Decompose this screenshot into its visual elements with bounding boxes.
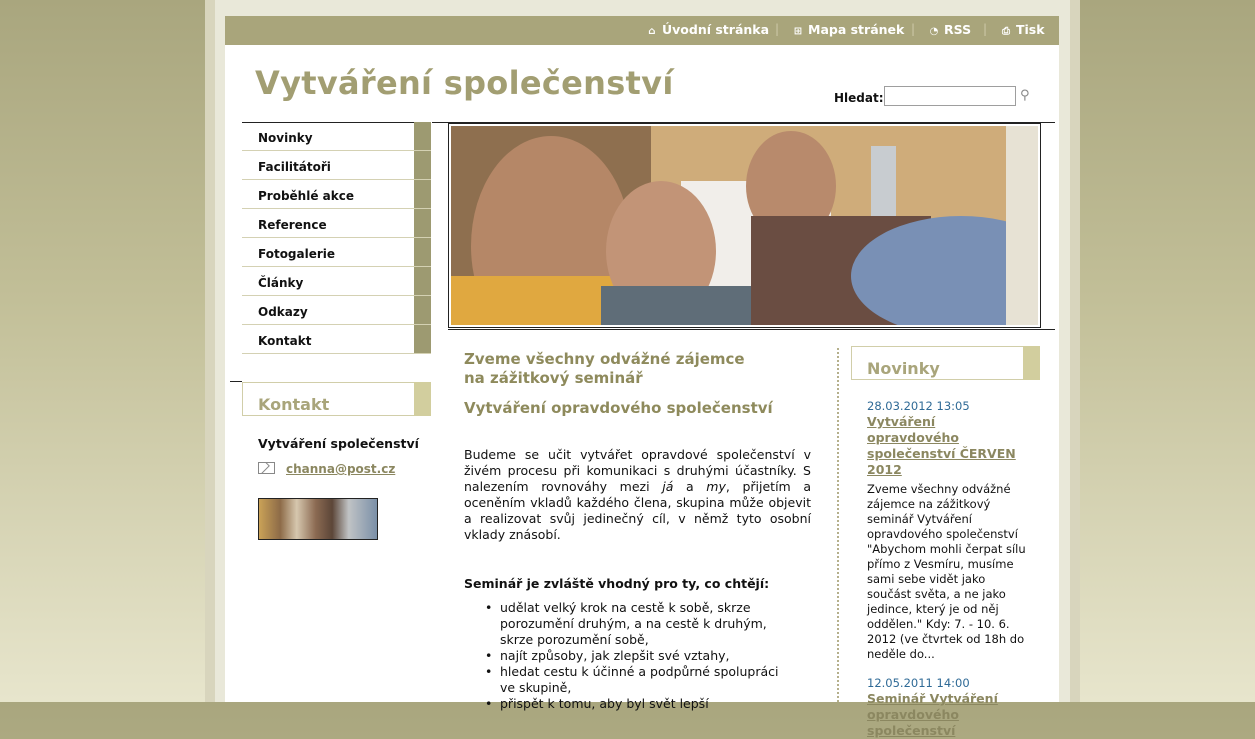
my-word: my xyxy=(706,479,726,494)
nav-item-facilitatori[interactable] xyxy=(242,151,431,180)
intro-text-end: , přijetím a oceněním vkladů každého člena, skupina může objevit a realizovat svůj jedinečný cíl, v němž tyto osobní vklady znásobí. xyxy=(464,479,812,542)
nav-item-bar xyxy=(414,267,431,295)
nav-item-bar xyxy=(414,122,431,150)
seminar-heading: Vytváření opravdového společenství xyxy=(464,399,773,417)
column-divider xyxy=(837,348,839,702)
separator: | xyxy=(775,22,780,36)
news-excerpt: Zveme všechny odvážné zájemce na zážitkový seminář Vytváření opravdového společenství "Abychom mohli čerpat sílu přímo z Vesmíru, musíme sami sebe vidět jako součást světa, a ne jako jedince, který je od něj oddělen." Kdy: 7. - 10. 6. 2012 (ve čtvrtek od 18h do neděle do... xyxy=(867,482,1026,661)
search-input[interactable] xyxy=(884,86,1016,106)
news-date: 12.05.2011 14:00 xyxy=(867,676,970,690)
invitation-heading: Zveme všechny odvážné zájemce na zážitkový seminář xyxy=(464,350,745,387)
nav-item-clanky[interactable] xyxy=(242,267,431,296)
nav-item-bar xyxy=(414,209,431,237)
rss-icon: ◔ xyxy=(929,26,939,37)
contact-name: Vytváření společenství xyxy=(258,436,419,451)
contact-heading: Kontakt xyxy=(258,395,330,414)
header-photo-image xyxy=(451,126,1038,325)
ja-word: já xyxy=(662,479,674,494)
list-item: • udělat velký krok na cestě k sobě, skrze porozumění druhým, a na cestě k druhým, skrze porozumění sobě, xyxy=(500,600,794,648)
and-word: a xyxy=(673,479,707,494)
page-content xyxy=(225,16,1059,738)
nav-item-label: Reference xyxy=(258,218,327,232)
nav-item-novinky[interactable] xyxy=(242,122,431,151)
separator: | xyxy=(911,22,916,36)
rss-link[interactable] xyxy=(928,22,971,37)
news-heading: Novinky xyxy=(867,359,940,378)
nav-item-label: Články xyxy=(258,276,304,290)
search-label: Hledat: xyxy=(834,91,884,105)
nav-item-label: Kontakt xyxy=(258,334,312,348)
envelope-icon xyxy=(258,462,275,474)
divider xyxy=(448,329,1055,330)
nav-item-label: Fotogalerie xyxy=(258,247,336,261)
list-item: • přispět k tomu, aby byl svět lepší xyxy=(500,696,794,712)
home-link[interactable] xyxy=(646,22,769,37)
home-link-label: Úvodní stránka xyxy=(662,22,770,37)
nav-item-bar xyxy=(414,151,431,179)
separator: | xyxy=(983,22,988,36)
right-page-shadow xyxy=(1070,0,1080,702)
nav-item-bar xyxy=(414,325,431,353)
nav-item-bar xyxy=(414,238,431,266)
nav-item-fotogalerie[interactable] xyxy=(242,238,431,267)
page xyxy=(215,0,1070,738)
header-photo xyxy=(448,123,1041,328)
contact-photo-thumbnail[interactable] xyxy=(258,498,378,540)
nav-item-label: Proběhlé akce xyxy=(258,189,354,203)
nav-item-bar xyxy=(414,296,431,324)
nav-item-bar xyxy=(414,180,431,208)
news-title-link[interactable]: Vytváření opravdového společenství ČERVEN 2012 xyxy=(867,414,1016,477)
divider xyxy=(230,381,242,382)
intro-text: Budeme se učit vytvářet opravdové společenství v živém procesu při komunikaci s druhými účastníky. S nalezením rovnováhy mezi xyxy=(464,447,811,494)
suitability-list xyxy=(464,600,794,712)
news-item xyxy=(867,676,1027,739)
intro-paragraph xyxy=(464,447,811,543)
sitemap-link[interactable] xyxy=(792,22,904,37)
nav-item-reference[interactable] xyxy=(242,209,431,238)
print-link[interactable] xyxy=(1000,22,1045,37)
contact-box-header xyxy=(242,382,431,416)
news-item xyxy=(867,399,1027,662)
suitability-heading: Seminář je zvláště vhodný pro ty, co chtějí: xyxy=(464,576,770,591)
rss-link-label: RSS xyxy=(944,22,972,37)
list-item: • najít způsoby, jak zlepšit své vztahy, xyxy=(500,648,794,664)
nav-item-label: Facilitátoři xyxy=(258,160,331,174)
print-link-label: Tisk xyxy=(1016,22,1045,37)
contact-email-link[interactable]: channa@post.cz xyxy=(286,462,396,476)
list-item: • hledat cestu k účinné a podpůrné spolupráci ve skupině, xyxy=(500,664,794,696)
print-icon: ⎙ xyxy=(1002,26,1010,37)
top-bar xyxy=(225,16,1059,45)
search-icon[interactable]: ⚲ xyxy=(1020,88,1030,103)
news-box-header xyxy=(851,346,1040,380)
nav-item-probehle-akce[interactable] xyxy=(242,180,431,209)
nav-item-kontakt[interactable] xyxy=(242,325,431,354)
contact-heading-tab xyxy=(414,382,431,416)
sitemap-link-label: Mapa stránek xyxy=(808,22,905,37)
news-heading-tab xyxy=(1023,346,1040,380)
nav-item-label: Odkazy xyxy=(258,305,308,319)
home-icon: ⌂ xyxy=(648,26,656,37)
news-list xyxy=(867,399,1027,739)
sitemap-icon: ⊞ xyxy=(793,26,803,37)
news-title-link[interactable]: Seminář Vytváření opravdového společenství xyxy=(867,691,998,738)
site-title: Vytváření společenství xyxy=(255,64,674,102)
nav-item-odkazy[interactable] xyxy=(242,296,431,325)
news-date: 28.03.2012 13:05 xyxy=(867,399,970,413)
main-navigation xyxy=(242,122,431,354)
nav-item-label: Novinky xyxy=(258,131,313,145)
left-page-shadow xyxy=(205,0,215,702)
